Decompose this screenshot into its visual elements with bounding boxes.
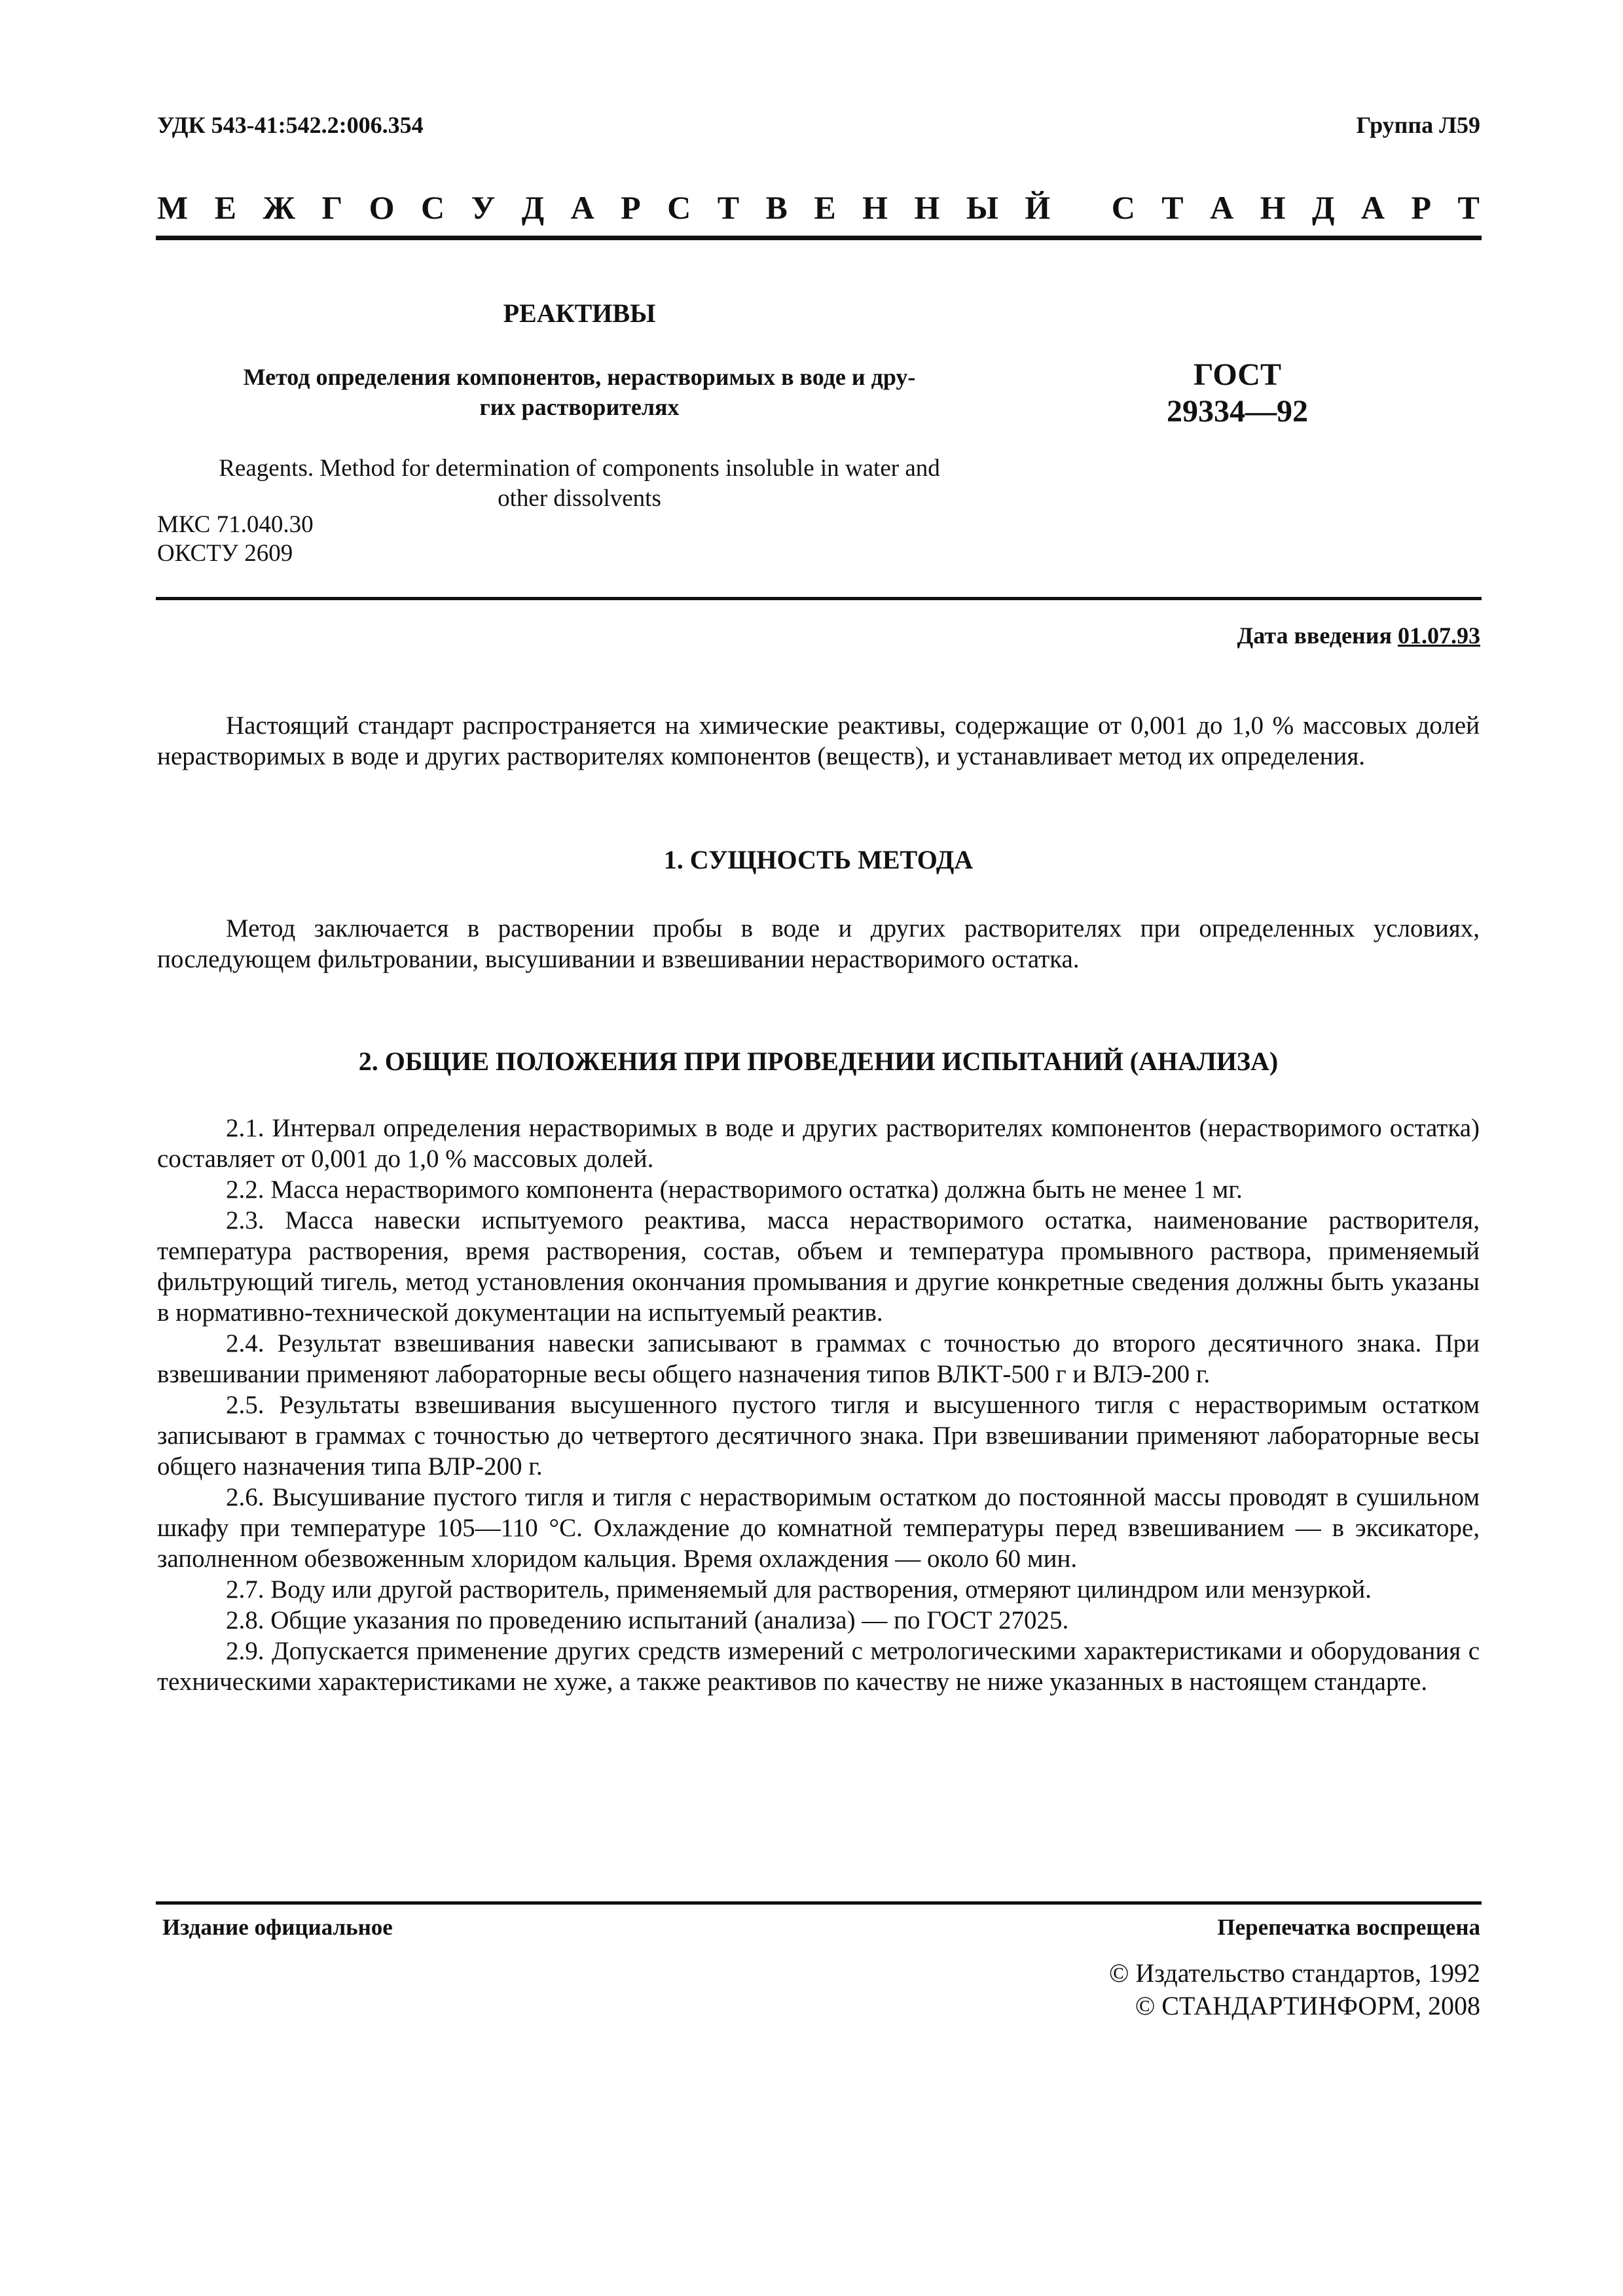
heading-letter: Ж [263,189,295,226]
heading-letter: Р [1411,189,1431,226]
clause-2-7: 2.7. Воду или другой растворитель, применяемый для растворения, отмеряют цилиндром или мензуркой. [226,1575,1372,1604]
mks-code: МКС 71.040.30 [157,511,314,538]
reprint-forbidden-label: Перепечатка воспрещена [1217,1914,1480,1940]
clause-2-2: 2.2. Масса нерастворимого компонента (нерастворимого остатка) должна быть не менее 1 мг. [226,1175,1243,1204]
heading-letter: Т [1161,189,1184,226]
copyright-line-1: © Издательство стандартов, 1992 [1108,1958,1480,1988]
document-title: РЕАКТИВЫ [503,298,656,328]
heading-letter: А [1210,189,1234,226]
heading-letter: Е [814,189,836,226]
official-edition-label: Издание официальное [162,1914,393,1940]
heading-letter: Е [214,189,237,226]
heading-letter: Д [1312,189,1335,226]
heading-letter: С [667,189,691,226]
heading-word-gap [1077,188,1085,226]
heading-letter: Й [1025,189,1051,226]
udk-code: УДК 543-41:542.2:006.354 [157,112,424,138]
heading-letter: У [471,189,496,226]
copyright-block [1109,1957,1480,2022]
heading-letter: С [1111,189,1135,226]
okstu-code: ОКСТУ 2609 [157,540,293,567]
heading-letter: М [157,189,189,226]
interstate-standard-heading [157,188,1480,226]
effective-date: Дата введения 01.07.93 [1237,622,1480,649]
intro-paragraph: Настоящий стандарт распространяется на химические реактивы, содержащие от 0,001 до 1,0 % массовых долей нерастворимых в воде и других растворителях компонентов (веществ), и устанавливает метод их определения. [157,711,1480,770]
clause-2-8: 2.8. Общие указания по проведению испытаний (анализа) — по ГОСТ 27025. [226,1606,1069,1634]
heading-letter: А [570,189,594,226]
section-1-heading: 1. СУЩНОСТЬ МЕТОДА [663,845,974,874]
classification-codes [157,511,314,568]
heading-letter: В [765,189,788,226]
heading-letter: Н [862,189,888,226]
heading-letter: О [369,189,395,226]
heading-letter: Д [521,189,545,226]
gost-designation: ГОСТ 29334—92 [1167,357,1308,429]
heading-letter: Н [1260,189,1286,226]
heading-letter: Н [914,189,940,226]
clause-2-9: 2.9. Допускается применение других средств измерений с метрологическими характеристиками и оборудования с техническими характеристиками не хуже, а также реактивов по качеству не ниже указанных в настоящем стандарте. [157,1637,1480,1696]
copyright-line-2: © СТАНДАРТИНФОРМ, 2008 [1135,1991,1480,2020]
heading-letter: Г [321,189,343,226]
title-rule [156,597,1482,600]
heading-letter: А [1360,189,1385,226]
footer-rule [156,1901,1482,1905]
clause-2-4: 2.4. Результат взвешивания навески записывают в граммах с точностью до второго десятичного знака. При взвешивании применяют лабораторные весы общего назначения типов ВЛКТ-500 г и ВЛЭ-200 г. [157,1329,1480,1388]
heading-letter: Т [1457,189,1480,226]
clause-2-6: 2.6. Высушивание пустого тигля и тигля с нерастворимым остатком до постоянной массы проводят в сушильном шкафу при температуре 105—110 °С. Охлаждение до комнатной температуры перед взвешиванием — в эксикаторе, заполненном обезвоженным хлоридом кальция. Время охлаждения — около 60 мин. [157,1483,1480,1573]
clause-2-5: 2.5. Результаты взвешивания высушенного пустого тигля и высушенного тигля с нерастворимым остатком записывают в граммах с точностью до четвертого десятичного знака. При взвешивании применяют лабораторные весы общего назначения типа ВЛР-200 г. [157,1391,1480,1480]
english-title: Reagents. Method for determination of components insoluble in water and other dissolvents [219,455,940,512]
clause-2-3: 2.3. Масса навески испытуемого реактива, масса нерастворимого остатка, наименование растворителя, температура растворения, время растворения, состав, объем и температура промывного раствора, применяемый фильтрующий тигель, метод установления окончания промывания и другие конкретные сведения должны быть указаны в нормативно-технической документации на испытуемый реактив. [157,1206,1480,1327]
document-subtitle: Метод определения компонентов, нерастворимых в воде и дру- гих растворителях [243,364,916,420]
group-code: Группа Л59 [1356,112,1480,138]
heading-letter: Р [621,189,641,226]
section-2-list [157,1113,1480,1697]
heading-letter: Т [717,189,740,226]
heading-letter: Ы [966,189,998,226]
section-2-heading: 2. ОБЩИЕ ПОЛОЖЕНИЯ ПРИ ПРОВЕДЕНИИ ИСПЫТАНИЙ (АНАЛИЗА) [358,1047,1279,1076]
clause-2-1: 2.1. Интервал определения нерастворимых в воде и других растворителях компонентов (нерастворимого остатка) составляет от 0,001 до 1,0 % массовых долей. [157,1114,1480,1173]
heading-letter: С [421,189,445,226]
section-1-text: Метод заключается в растворении пробы в воде и других растворителях при определенных условиях, последующем фильтровании, высушивании и взвешивании нерастворимого остатка. [157,914,1480,973]
header-rule [156,236,1482,240]
